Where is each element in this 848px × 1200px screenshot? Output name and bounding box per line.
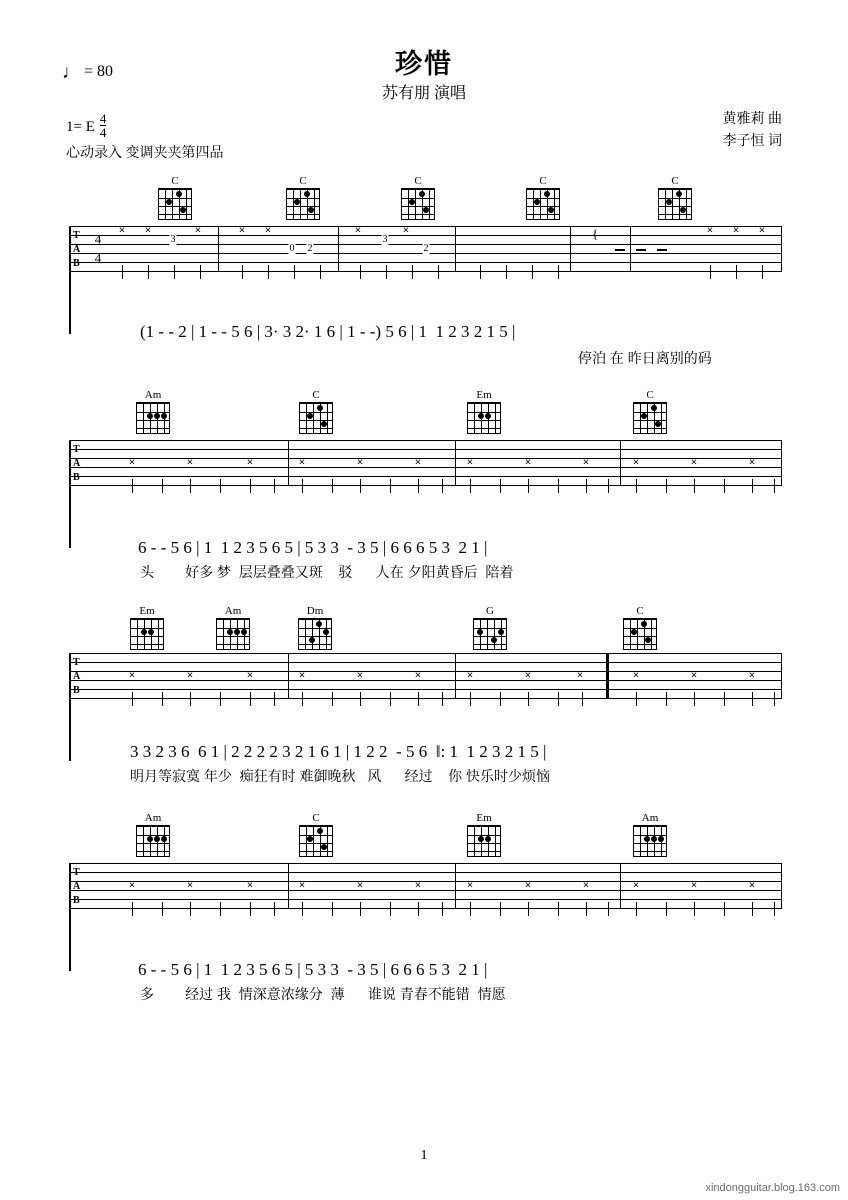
chord-grid xyxy=(299,825,333,857)
tab-staff: T A B 4 4 × × 3 × × × 0 2 × 3 × 2 { × × × xyxy=(70,226,782,272)
chord-diagram-c-1 xyxy=(155,176,195,220)
chord-diagram-em-1 xyxy=(464,390,504,434)
lyricist-credit: 李子恒 词 xyxy=(722,134,782,149)
number-notation: (1 - - 2 | 1 - - 5 6 | 3· 3 2· 1 6 | 1 - -) 5 6 | 1 1 2 3 2 1 5 | xyxy=(140,322,516,341)
number-notation: 3 3 2 3 6 6 1 | 2 2 2 2 3 2 1 6 1 | 1 2 2 - 5 6 ‖: 1 1 2 3 2 1 5 | xyxy=(130,742,547,761)
chord-grid xyxy=(526,188,560,220)
tab-system-3 xyxy=(70,653,782,699)
chord-grid xyxy=(216,618,250,650)
chord-grid xyxy=(623,618,657,650)
chord-name: C xyxy=(414,175,422,187)
chord-name: C xyxy=(171,175,179,187)
lyrics: 明月等寂寞 年少 痴狂有时 难御晚秋 风 经过 你 快乐时少烦恼 xyxy=(130,768,551,784)
time-signature-denominator: 4 xyxy=(99,125,107,140)
chord-name: C xyxy=(312,812,320,824)
tab-clef: T A B xyxy=(73,444,81,483)
lyric-line-4 xyxy=(140,984,506,1004)
tab-system-4 xyxy=(70,863,782,909)
chord-diagram-am-1 xyxy=(133,390,173,434)
chord-name: C xyxy=(646,389,654,401)
quarter-note-icon: ♩ xyxy=(62,62,81,83)
notation-line-3 xyxy=(130,742,546,762)
chord-name: Em xyxy=(476,812,492,824)
chord-name: Am xyxy=(144,812,162,824)
tempo-value: = 80 xyxy=(84,63,114,80)
chord-name: C xyxy=(299,175,307,187)
notation-line-4 xyxy=(138,960,487,980)
chord-name: G xyxy=(486,605,494,617)
capo-note: 心动录入 变调夹夹第四品 xyxy=(66,146,224,161)
chord-diagram-c-2 xyxy=(283,176,323,220)
chord-grid xyxy=(158,188,192,220)
chord-name: Am xyxy=(224,605,242,617)
chord-name: Am xyxy=(144,389,162,401)
number-notation: 6 - - 5 6 | 1 1 2 3 5 6 5 | 5 3 3 - 3 5 | 6 6 6 5 3 2 1 | xyxy=(138,538,488,557)
chord-name: Dm xyxy=(306,605,324,617)
tab-clef: T A B xyxy=(73,867,81,906)
key-label: 1= E xyxy=(66,119,95,135)
chord-diagram-c-6 xyxy=(296,390,336,434)
chord-diagram-em-3 xyxy=(464,813,504,857)
chord-diagram-c-8 xyxy=(620,606,660,650)
time-signature xyxy=(100,112,107,139)
lyrics: 停泊 在 昨日离别的码 xyxy=(578,350,712,366)
chord-name: C xyxy=(671,175,679,187)
notation-line-1 xyxy=(140,322,515,342)
chord-grid xyxy=(401,188,435,220)
chord-grid xyxy=(473,618,507,650)
lyrics: 头 好多 梦 层层叠叠又斑 驳 人在 夕阳黄昏后 陪着 xyxy=(140,564,514,580)
chord-grid xyxy=(467,402,501,434)
chord-grid xyxy=(299,402,333,434)
chord-diagram-am-2 xyxy=(213,606,253,650)
number-notation: 6 - - 5 6 | 1 1 2 3 5 6 5 | 5 3 3 - 3 5 | 6 6 6 5 3 2 1 | xyxy=(138,960,488,979)
tab-staff: T A B × × × × × × × × × × × × xyxy=(70,863,782,909)
chord-diagram-c-4 xyxy=(523,176,563,220)
chord-grid xyxy=(467,825,501,857)
tab-clef: T A B xyxy=(73,230,81,269)
lyrics: 多 经过 我 情深意浓缘分 薄 谁说 青春不能错 情愿 xyxy=(140,986,506,1002)
tab-system-1 xyxy=(70,226,782,272)
chord-diagram-g xyxy=(470,606,510,650)
repeat-barline xyxy=(606,653,609,699)
chord-grid xyxy=(136,402,170,434)
chord-diagram-am-4 xyxy=(630,813,670,857)
chord-name: Em xyxy=(139,605,155,617)
singer-credit: 苏有朋 演唱 xyxy=(381,85,466,102)
chord-grid xyxy=(298,618,332,650)
chord-grid xyxy=(633,825,667,857)
chord-grid xyxy=(286,188,320,220)
chord-grid xyxy=(136,825,170,857)
chord-name: C xyxy=(312,389,320,401)
tab-clef: T A B xyxy=(73,657,81,696)
lyric-line-1 xyxy=(578,348,712,368)
page-number: 1 xyxy=(420,1148,428,1163)
tab-system-2 xyxy=(70,440,782,486)
chord-diagram-c-3 xyxy=(398,176,438,220)
chord-diagram-am-3 xyxy=(133,813,173,857)
time-signature-numerator: 4 xyxy=(99,111,107,126)
tab-staff: T A B × × × × × × × × × × × × xyxy=(70,440,782,486)
chord-name: C xyxy=(539,175,547,187)
chord-name: Am xyxy=(641,812,659,824)
tab-staff: T A B × × × × × × × × × × × × xyxy=(70,653,782,699)
chord-diagram-c-5 xyxy=(655,176,695,220)
chord-diagram-c-7 xyxy=(630,390,670,434)
lyric-line-3 xyxy=(130,766,550,786)
chord-name: Em xyxy=(476,389,492,401)
chord-diagram-c-9 xyxy=(296,813,336,857)
chord-grid xyxy=(633,402,667,434)
chord-grid xyxy=(130,618,164,650)
key-signature xyxy=(66,112,106,139)
chord-diagram-em-2 xyxy=(127,606,167,650)
chord-name: C xyxy=(636,605,644,617)
chord-grid xyxy=(658,188,692,220)
page-title: 珍惜 xyxy=(395,49,453,79)
composer-credit: 黄雅莉 曲 xyxy=(722,112,782,127)
lyric-line-2 xyxy=(140,562,513,582)
notation-line-2 xyxy=(138,538,487,558)
watermark: xindongguitar.blog.163.com xyxy=(705,1182,840,1194)
chord-diagram-dm xyxy=(295,606,335,650)
